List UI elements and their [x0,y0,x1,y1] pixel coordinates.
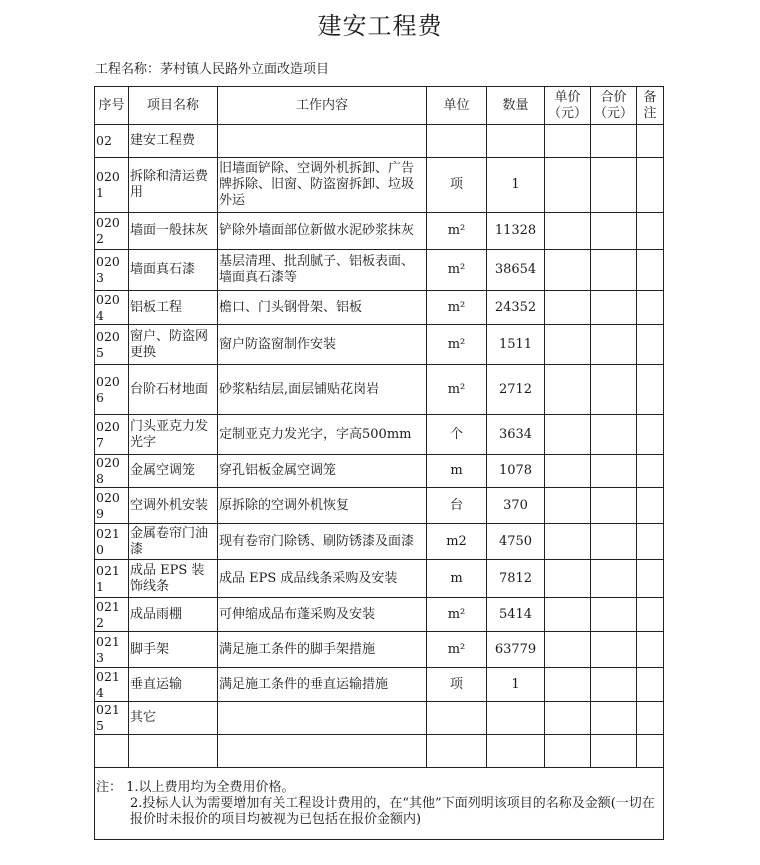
row-item: 墙面真石漆 [129,250,218,291]
row-total-price [591,365,637,415]
header-no: 序号 [95,87,129,125]
row-work: 基层清理、批刮腻子、铝板表面、墙面真石漆等 [218,250,427,291]
table-row [95,365,664,415]
row-work: 砂浆粘结层,面层铺贴花岗岩 [218,365,427,415]
row-qty: 24352 [487,291,545,325]
row-unit: m [427,455,487,488]
row-total-price [591,560,637,598]
row-total-price [591,702,637,735]
row-unit: m2 [427,524,487,560]
cost-table [94,86,664,840]
row-unit-price [545,365,591,415]
table-row [95,560,664,598]
row-qty: 1 [487,158,545,213]
row-qty [487,125,545,158]
row-unit-price [545,325,591,365]
row-unit-price [545,291,591,325]
row-work: 窗户防盗窗制作安装 [218,325,427,365]
row-no: 0208 [95,455,129,488]
row-qty: 3634 [487,415,545,455]
row-unit-price [545,455,591,488]
table-row [95,668,664,702]
header-item: 项目名称 [129,87,218,125]
row-work: 现有卷帘门除锈、刷防锈漆及面漆 [218,524,427,560]
table-row [95,291,664,325]
row-unit-price [545,668,591,702]
row-unit [427,735,487,768]
row-no: 0201 [95,158,129,213]
row-item: 拆除和清运费用 [129,158,218,213]
row-item [129,735,218,768]
row-remark [637,668,664,702]
row-qty: 5414 [487,598,545,632]
row-no: 0211 [95,560,129,598]
row-qty: 11328 [487,213,545,250]
row-item: 空调外机安装 [129,488,218,524]
row-total-price [591,158,637,213]
row-work: 定制亚克力发光字，字高500mm [218,415,427,455]
row-no: 0207 [95,415,129,455]
row-item: 其它 [129,702,218,735]
row-unit: m² [427,365,487,415]
row-unit: 项 [427,158,487,213]
row-item: 窗户、防盗网更换 [129,325,218,365]
table-row [95,632,664,668]
row-unit: m² [427,598,487,632]
row-remark [637,632,664,668]
row-total-price [591,213,637,250]
row-total-price [591,415,637,455]
page-title: 建安工程费 [317,12,443,40]
row-unit-price [545,415,591,455]
project-name: 茅村镇人民路外立面改造项目 [160,62,330,77]
row-total-price [591,250,637,291]
row-remark [637,524,664,560]
row-unit: 台 [427,488,487,524]
row-qty [487,702,545,735]
row-total-price [591,735,637,768]
row-no: 0210 [95,524,129,560]
row-total-price [591,524,637,560]
row-no: 0212 [95,598,129,632]
row-work [218,125,427,158]
row-item: 金属空调笼 [129,455,218,488]
row-unit: m² [427,250,487,291]
row-unit: m² [427,291,487,325]
row-unit: m² [427,632,487,668]
row-no: 0213 [95,632,129,668]
table-row [95,735,664,768]
row-qty: 4750 [487,524,545,560]
row-qty: 7812 [487,560,545,598]
row-total-price [591,668,637,702]
row-work: 铲除外墙面部位新做水泥砂浆抹灰 [218,213,427,250]
row-work [218,702,427,735]
row-unit: 项 [427,668,487,702]
row-work: 成品 EPS 成品线条采购及安装 [218,560,427,598]
row-qty [487,735,545,768]
row-item: 金属卷帘门油漆 [129,524,218,560]
row-qty: 370 [487,488,545,524]
table-row [95,213,664,250]
row-item: 门头亚克力发光字 [129,415,218,455]
row-item: 铝板工程 [129,291,218,325]
table-row [95,598,664,632]
row-total-price [591,488,637,524]
row-remark [637,325,664,365]
row-unit-price [545,213,591,250]
header-work: 工作内容 [218,87,427,125]
table-row [95,158,664,213]
row-unit-price [545,488,591,524]
header-qty: 数量 [487,87,545,125]
row-remark [637,702,664,735]
table-row [95,415,664,455]
row-remark [637,735,664,768]
header-total-price: 合价 （元） [591,87,637,125]
table-row [95,250,664,291]
row-total-price [591,291,637,325]
row-total-price [591,598,637,632]
row-no: 0215 [95,702,129,735]
row-remark [637,455,664,488]
row-item: 成品 EPS 装饰线条 [129,560,218,598]
table-row [95,325,664,365]
row-total-price [591,125,637,158]
row-item: 垂直运输 [129,668,218,702]
row-work: 檐口、门头钢骨架、铝板 [218,291,427,325]
note-1: 注： 1.以上费用均为全费用价格。 [96,779,295,795]
row-item: 成品雨棚 [129,598,218,632]
row-remark [637,598,664,632]
row-unit: m [427,560,487,598]
row-total-price [591,632,637,668]
row-remark [637,488,664,524]
row-no: 0206 [95,365,129,415]
row-unit-price [545,598,591,632]
row-unit-price [545,702,591,735]
header-remark: 备 注 [637,87,664,125]
row-unit-price [545,158,591,213]
row-unit-price [545,632,591,668]
table-row [95,125,664,158]
notes-row [95,768,664,840]
row-item: 建安工程费 [129,125,218,158]
row-unit [427,125,487,158]
row-unit-price [545,735,591,768]
row-total-price [591,455,637,488]
row-unit-price [545,250,591,291]
project-label: 工程名称： [95,62,161,77]
row-qty: 1511 [487,325,545,365]
table-row [95,702,664,735]
row-no: 02 [95,125,129,158]
row-unit: 个 [427,415,487,455]
row-total-price [591,325,637,365]
row-remark [637,415,664,455]
row-remark [637,158,664,213]
notes-cell [95,768,664,840]
row-no: 0209 [95,488,129,524]
row-qty: 63779 [487,632,545,668]
row-work: 满足施工条件的脚手架措施 [218,632,427,668]
row-no: 0205 [95,325,129,365]
row-work: 原拆除的空调外机恢复 [218,488,427,524]
project-name-line [95,58,329,77]
row-remark [637,250,664,291]
row-unit-price [545,524,591,560]
row-work: 旧墙面铲除、空调外机拆卸、广告牌拆除、旧窗、防盗窗拆卸、垃圾外运 [218,158,427,213]
table-row [95,488,664,524]
row-qty: 1078 [487,455,545,488]
row-work: 可伸缩成品布蓬采购及安装 [218,598,427,632]
row-remark [637,560,664,598]
row-remark [637,213,664,250]
row-unit: m² [427,325,487,365]
row-no: 0214 [95,668,129,702]
row-item: 脚手架 [129,632,218,668]
row-unit-price [545,125,591,158]
row-unit-price [545,560,591,598]
row-work [218,735,427,768]
row-no: 0204 [95,291,129,325]
row-no [95,735,129,768]
table-row [95,455,664,488]
row-qty: 1 [487,668,545,702]
row-work: 满足施工条件的垂直运输措施 [218,668,427,702]
row-work: 穿孔铝板金属空调笼 [218,455,427,488]
row-unit [427,702,487,735]
row-qty: 2712 [487,365,545,415]
row-no: 0203 [95,250,129,291]
row-unit: m² [427,213,487,250]
row-remark [637,365,664,415]
note-2: 2.投标人认为需要增加有关工程设计费用的，在“其他”下面列明该项目的名称及金额(一切在报价时未报价的项目均被视为已包括在报价金额内) [130,795,655,827]
row-no: 0202 [95,213,129,250]
row-remark [637,125,664,158]
row-qty: 38654 [487,250,545,291]
table-row [95,524,664,560]
row-remark [637,291,664,325]
header-unit-price: 单价 （元） [545,87,591,125]
row-item: 墙面一般抹灰 [129,213,218,250]
header-unit: 单位 [427,87,487,125]
row-item: 台阶石材地面 [129,365,218,415]
table-header-row [95,87,664,125]
